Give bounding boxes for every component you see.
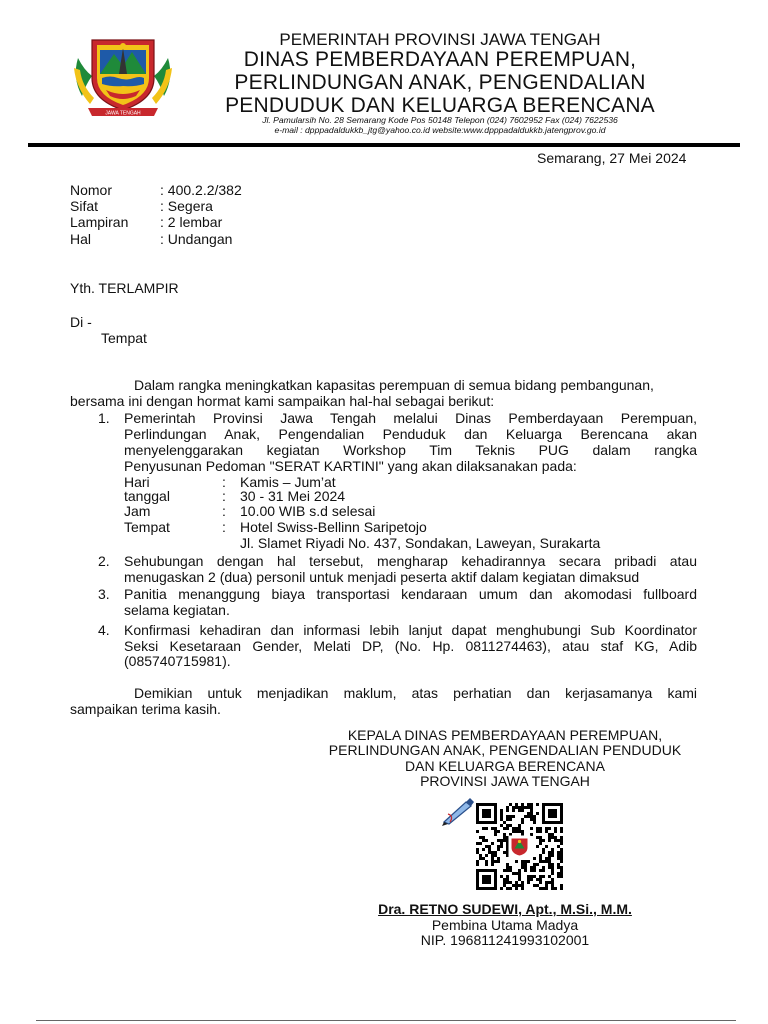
intro-line-1: Dalam rangka meningkatkan kapasitas perempuan di semua bidang pembangunan, [134, 377, 654, 393]
schedule-tempat-value-2: Jl. Slamet Riyadi No. 437, Sondakan, Laweyan, Surakarta [240, 535, 601, 551]
item-4-line-2: Seksi Kesetaraan Gender, Melati DP, (No. Hp. 0811274463), atau staf KG, Adib [124, 638, 697, 654]
schedule-tempat-colon: : [222, 519, 226, 535]
schedule-jam-value: 10.00 WIB s.d selesai [240, 503, 376, 519]
schedule-hari-colon: : [222, 474, 226, 490]
letterhead-divider [28, 143, 740, 147]
schedule-hari-label: Hari [124, 474, 150, 490]
agency-name-line-1: DINAS PEMBERDAYAAN PEREMPUAN, [243, 48, 637, 71]
schedule-tanggal-value: 30 - 31 Mei 2024 [240, 488, 346, 504]
intro-line-2: bersama ini dengan hormat kami sampaikan hal-hal sebagai berikut: [70, 393, 495, 409]
schedule-tempat-label: Tempat [124, 519, 170, 535]
nomor-value: : 400.2.2/382 [160, 182, 242, 198]
event-name-quote: "SERAT KARTINI" [269, 458, 384, 474]
lampiran-label: Lampiran [70, 214, 129, 230]
provincial-emblem-logo [70, 28, 176, 120]
item-1-line-2: Perlindungan Anak, Pengendalian Penduduk dan Keluarga Berencana akan [124, 426, 697, 442]
letter-date: Semarang, 27 Mei 2024 [537, 150, 687, 166]
page-bottom-line [36, 1020, 736, 1021]
hal-label: Hal [70, 231, 92, 247]
sifat-value: : Segera [160, 198, 213, 214]
signatory-title-1: KEPALA DINAS PEMBERDAYAAN PEREMPUAN, [347, 727, 663, 743]
agency-address: Jl. Pamularsih No. 28 Semarang Kode Pos 50148 Telepon (024) 7602952 Fax (024) 7622536 [262, 115, 618, 125]
schedule-jam-colon: : [222, 503, 226, 519]
hal-value: : Undangan [160, 231, 233, 247]
item-1-line-4-start: Penyusunan Pedoman [124, 458, 270, 474]
signatory-name: Dra. RETNO SUDEWI, Apt., M.Si., M.M. [378, 901, 632, 917]
agency-name-line-2: PERLINDUNGAN ANAK, PENGENDALIAN [234, 71, 646, 94]
schedule-tempat-value-1: Hotel Swiss-Bellinn Saripetojo [240, 519, 427, 535]
lampiran-value: : 2 lembar [160, 214, 223, 230]
signatory-rank: Pembina Utama Madya [431, 917, 579, 933]
schedule-tanggal-colon: : [222, 488, 226, 504]
qr-code-signature [466, 802, 572, 892]
item-1-line-1: Pemerintah Provinsi Jawa Tengah melalui Dinas Pemberdayaan Perempuan, [124, 410, 697, 426]
item-3-line-1: Panitia menanggung biaya transportasi kendaraan umum dan akomodasi fullboard [124, 586, 697, 602]
recipient-di: Di - [70, 314, 92, 330]
recipient-line: Yth. TERLAMPIR [70, 280, 179, 296]
item-2-line-1: Sehubungan dengan hal tersebut, mengharap kehadirannya secara pribadi atau [124, 553, 697, 569]
signatory-title-2: PERLINDUNGAN ANAK, PENGENDALIAN PENDUDUK [328, 742, 682, 758]
item-3-number: 3. [98, 586, 110, 602]
item-4-line-1: Konfirmasi kehadiran dan informasi lebih lanjut dapat menghubungi Sub Koordinator [124, 622, 697, 638]
signatory-title-3: DAN KELUARGA BERENCANA [405, 758, 605, 774]
schedule-jam-label: Jam [124, 503, 151, 519]
item-2-number: 2. [98, 553, 110, 569]
recipient-tempat: Tempat [101, 330, 147, 346]
schedule-hari-value: Kamis – Jum’at [240, 474, 336, 490]
signatory-nip: NIP. 196811241993102001 [420, 932, 590, 948]
signatory-title-4: PROVINSI JAWA TENGAH [420, 773, 590, 789]
sifat-label: Sifat [70, 198, 99, 214]
agency-name-line-3: PENDUDUK DAN KELUARGA BERENCANA [225, 94, 655, 117]
closing-line-1: Demikian untuk menjadikan maklum, atas perhatian dan kerjasamanya kami [134, 685, 697, 701]
logo-motto-text: JAWA TENGAH [105, 110, 141, 117]
government-name: PEMERINTAH PROVINSI JAWA TENGAH [279, 30, 601, 49]
item-2-line-2: menugaskan 2 (dua) personil untuk menjadi peserta aktif dalam kegiatan dimaksud [124, 569, 640, 585]
closing-line-2: sampaikan terima kasih. [70, 701, 221, 717]
item-1-number: 1. [98, 410, 110, 426]
item-4-line-3: (085740715981). [124, 653, 231, 669]
item-3-line-2: selama kegiatan. [124, 602, 230, 618]
item-1-line-4 [124, 458, 577, 474]
item-4-number: 4. [98, 622, 110, 638]
schedule-tanggal-label: tanggal [124, 488, 170, 504]
nomor-label: Nomor [70, 182, 113, 198]
item-1-line-3: menyelenggarakan kegiatan Workshop Tim Teknis PUG dalam rangka [124, 442, 697, 458]
item-1-line-4-end: yang akan dilaksanakan pada: [383, 458, 577, 474]
agency-contact: e-mail : dpppadaldukkb_jtg@yahoo.co.id website:www.dpppadaldukkb.jatengprov.go.id [274, 125, 606, 135]
